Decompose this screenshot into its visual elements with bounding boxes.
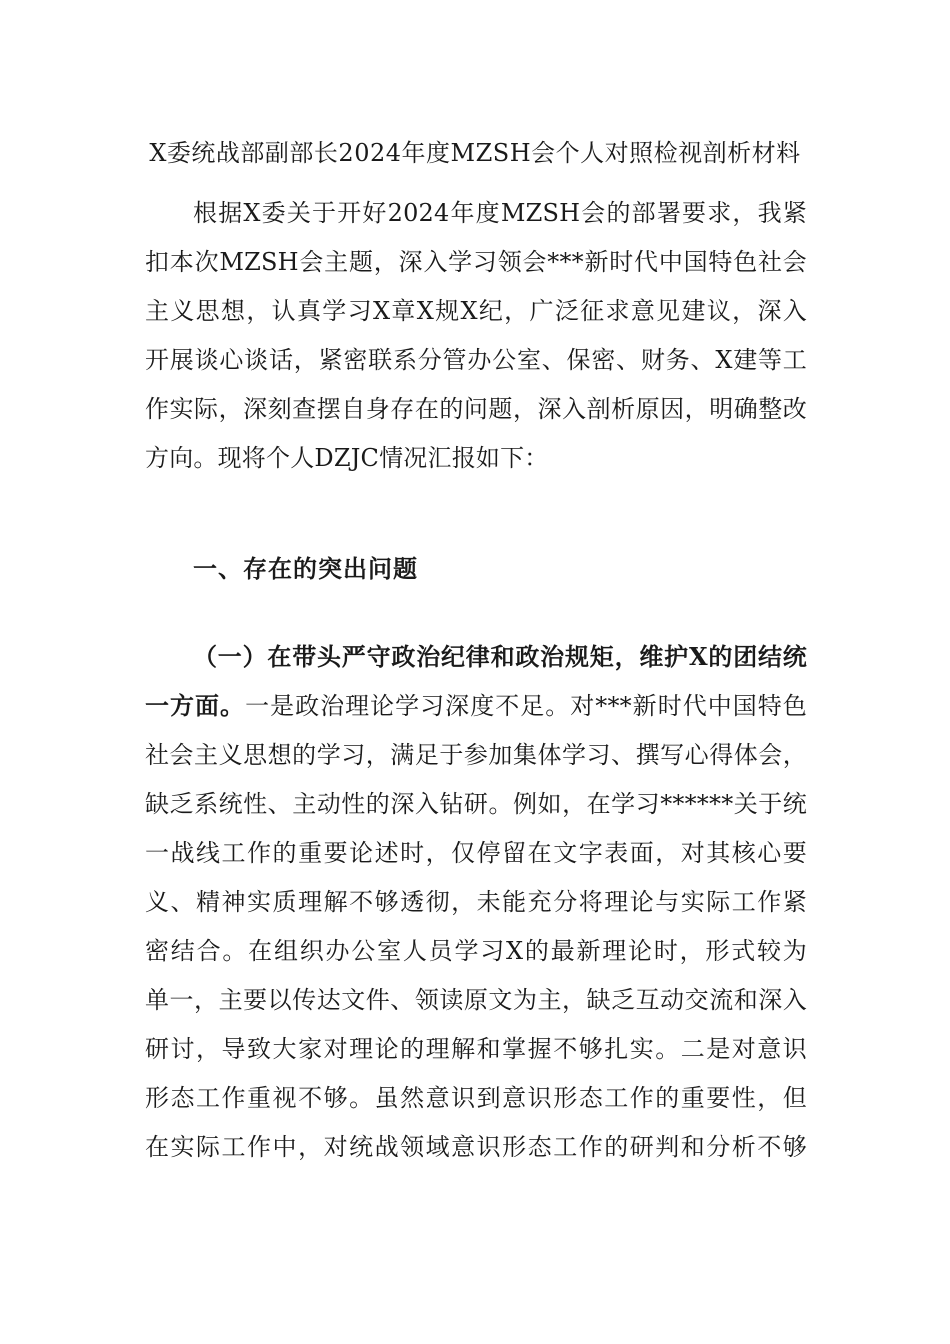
body-line: 缺乏系统性、主动性的深入钻研。例如，在学习******关于统 xyxy=(145,790,807,818)
intro-line-5: 作实际，深刻查摆自身存在的问题，深入剖析原因，明确整改 xyxy=(145,395,807,423)
body-line: 社会主义思想的学习，满足于参加集体学习、撰写心得体会， xyxy=(145,741,807,769)
subsection-line-2-text: 一是政治理论学习深度不足。对***新时代中国特色 xyxy=(245,692,807,720)
document-title: X委统战部副部长2024年度MZSH会个人对照检视剖析材料 xyxy=(149,139,801,167)
intro-line-2: 扣本次MZSH会主题，深入学习领会***新时代中国特色社会 xyxy=(145,248,807,276)
body-line: 单一，主要以传达文件、领读原文为主，缺乏互动交流和深入 xyxy=(145,986,807,1014)
intro-line-1: 根据X委关于开好2024年度MZSH会的部署要求，我紧 xyxy=(193,199,807,227)
section-heading: 一、存在的突出问题 xyxy=(193,554,418,583)
body-line: 形态工作重视不够。虽然意识到意识形态工作的重要性，但 xyxy=(145,1084,807,1112)
subsection-line-2 xyxy=(145,686,807,726)
body-line: 义、精神实质理解不够透彻，未能充分将理论与实际工作紧 xyxy=(145,888,807,916)
body-line: 密结合。在组织办公室人员学习X的最新理论时，形式较为 xyxy=(145,937,807,965)
body-line: 在实际工作中，对统战领域意识形态工作的研判和分析不够 xyxy=(145,1133,807,1161)
intro-line-6: 方向。现将个人DZJC情况汇报如下： xyxy=(145,444,549,472)
intro-line-4: 开展谈心谈话，紧密联系分管办公室、保密、财务、X建等工 xyxy=(145,346,807,374)
intro-line-3: 主义思想，认真学习X章X规X纪，广泛征求意见建议，深入 xyxy=(145,297,807,325)
subsection-heading-end: 一方面。 xyxy=(145,691,246,720)
body-line: 研讨，导致大家对理论的理解和掌握不够扎实。二是对意识 xyxy=(145,1035,807,1063)
subsection-heading-line-1: （一）在带头严守政治纪律和政治规矩，维护X的团结统 xyxy=(193,642,807,671)
body-line: 一战线工作的重要论述时，仅停留在文字表面，对其核心要 xyxy=(145,839,807,867)
